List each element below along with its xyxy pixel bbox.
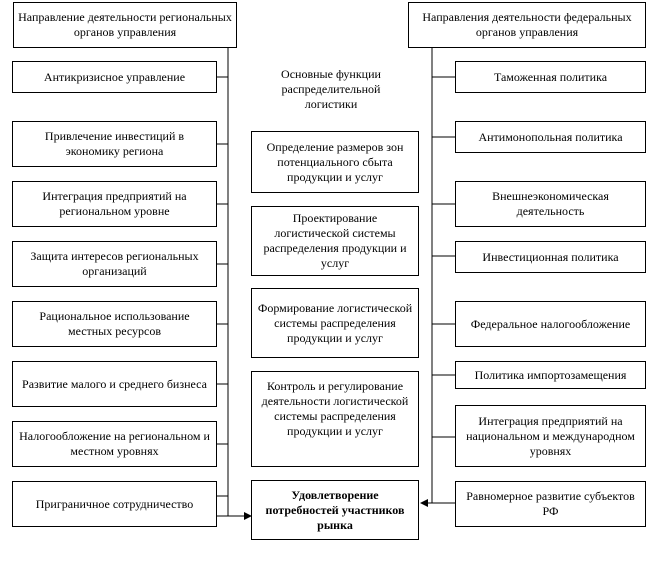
right-item-foreign-trade: Внешнеэкономическая деятельность (455, 181, 646, 227)
right-header: Направления деятельности федеральных органов управления (408, 2, 646, 48)
left-header: Направление деятельности региональных органов управления (13, 2, 237, 48)
left-item-border-cooperation: Приграничное сотрудничество (12, 481, 217, 527)
left-item-integration: Интеграция предприятий на региональном уровне (12, 181, 217, 227)
left-item-resources: Рациональное использование местных ресурсов (12, 301, 217, 347)
center-item-formation: Формирование логистической системы распределения продукции и услуг (251, 288, 419, 358)
center-result: Удовлетворение потребностей участников рынка (251, 480, 419, 540)
left-item-anticrisis: Антикризисное управление (12, 61, 217, 93)
right-item-federal-taxation: Федеральное налогообложение (455, 301, 646, 347)
center-item-design: Проектирование логистической системы распределения продукции и услуг (251, 206, 419, 276)
center-item-control: Контроль и регулирование деятельности логистической системы распределения продукции и услуг (251, 371, 419, 467)
center-title: Основные функции распределительной логистики (256, 67, 406, 112)
right-item-import-substitution: Политика импортозамещения (455, 361, 646, 389)
right-item-investment-policy: Инвестиционная политика (455, 241, 646, 273)
right-item-integration: Интеграция предприятий на национальном и международном уровнях (455, 405, 646, 467)
left-item-investments: Привлечение инвестиций в экономику региона (12, 121, 217, 167)
left-item-protection: Защита интересов региональных организаций (12, 241, 217, 287)
right-item-customs: Таможенная политика (455, 61, 646, 93)
center-item-zones: Определение размеров зон потенциального сбыта продукции и услуг (251, 131, 419, 193)
right-item-antimonopoly: Антимонопольная политика (455, 121, 646, 153)
left-item-taxation: Налогообложение на региональном и местном уровнях (12, 421, 217, 467)
left-item-small-business: Развитие малого и среднего бизнеса (12, 361, 217, 407)
right-item-even-development: Равномерное развитие субъектов РФ (455, 481, 646, 527)
